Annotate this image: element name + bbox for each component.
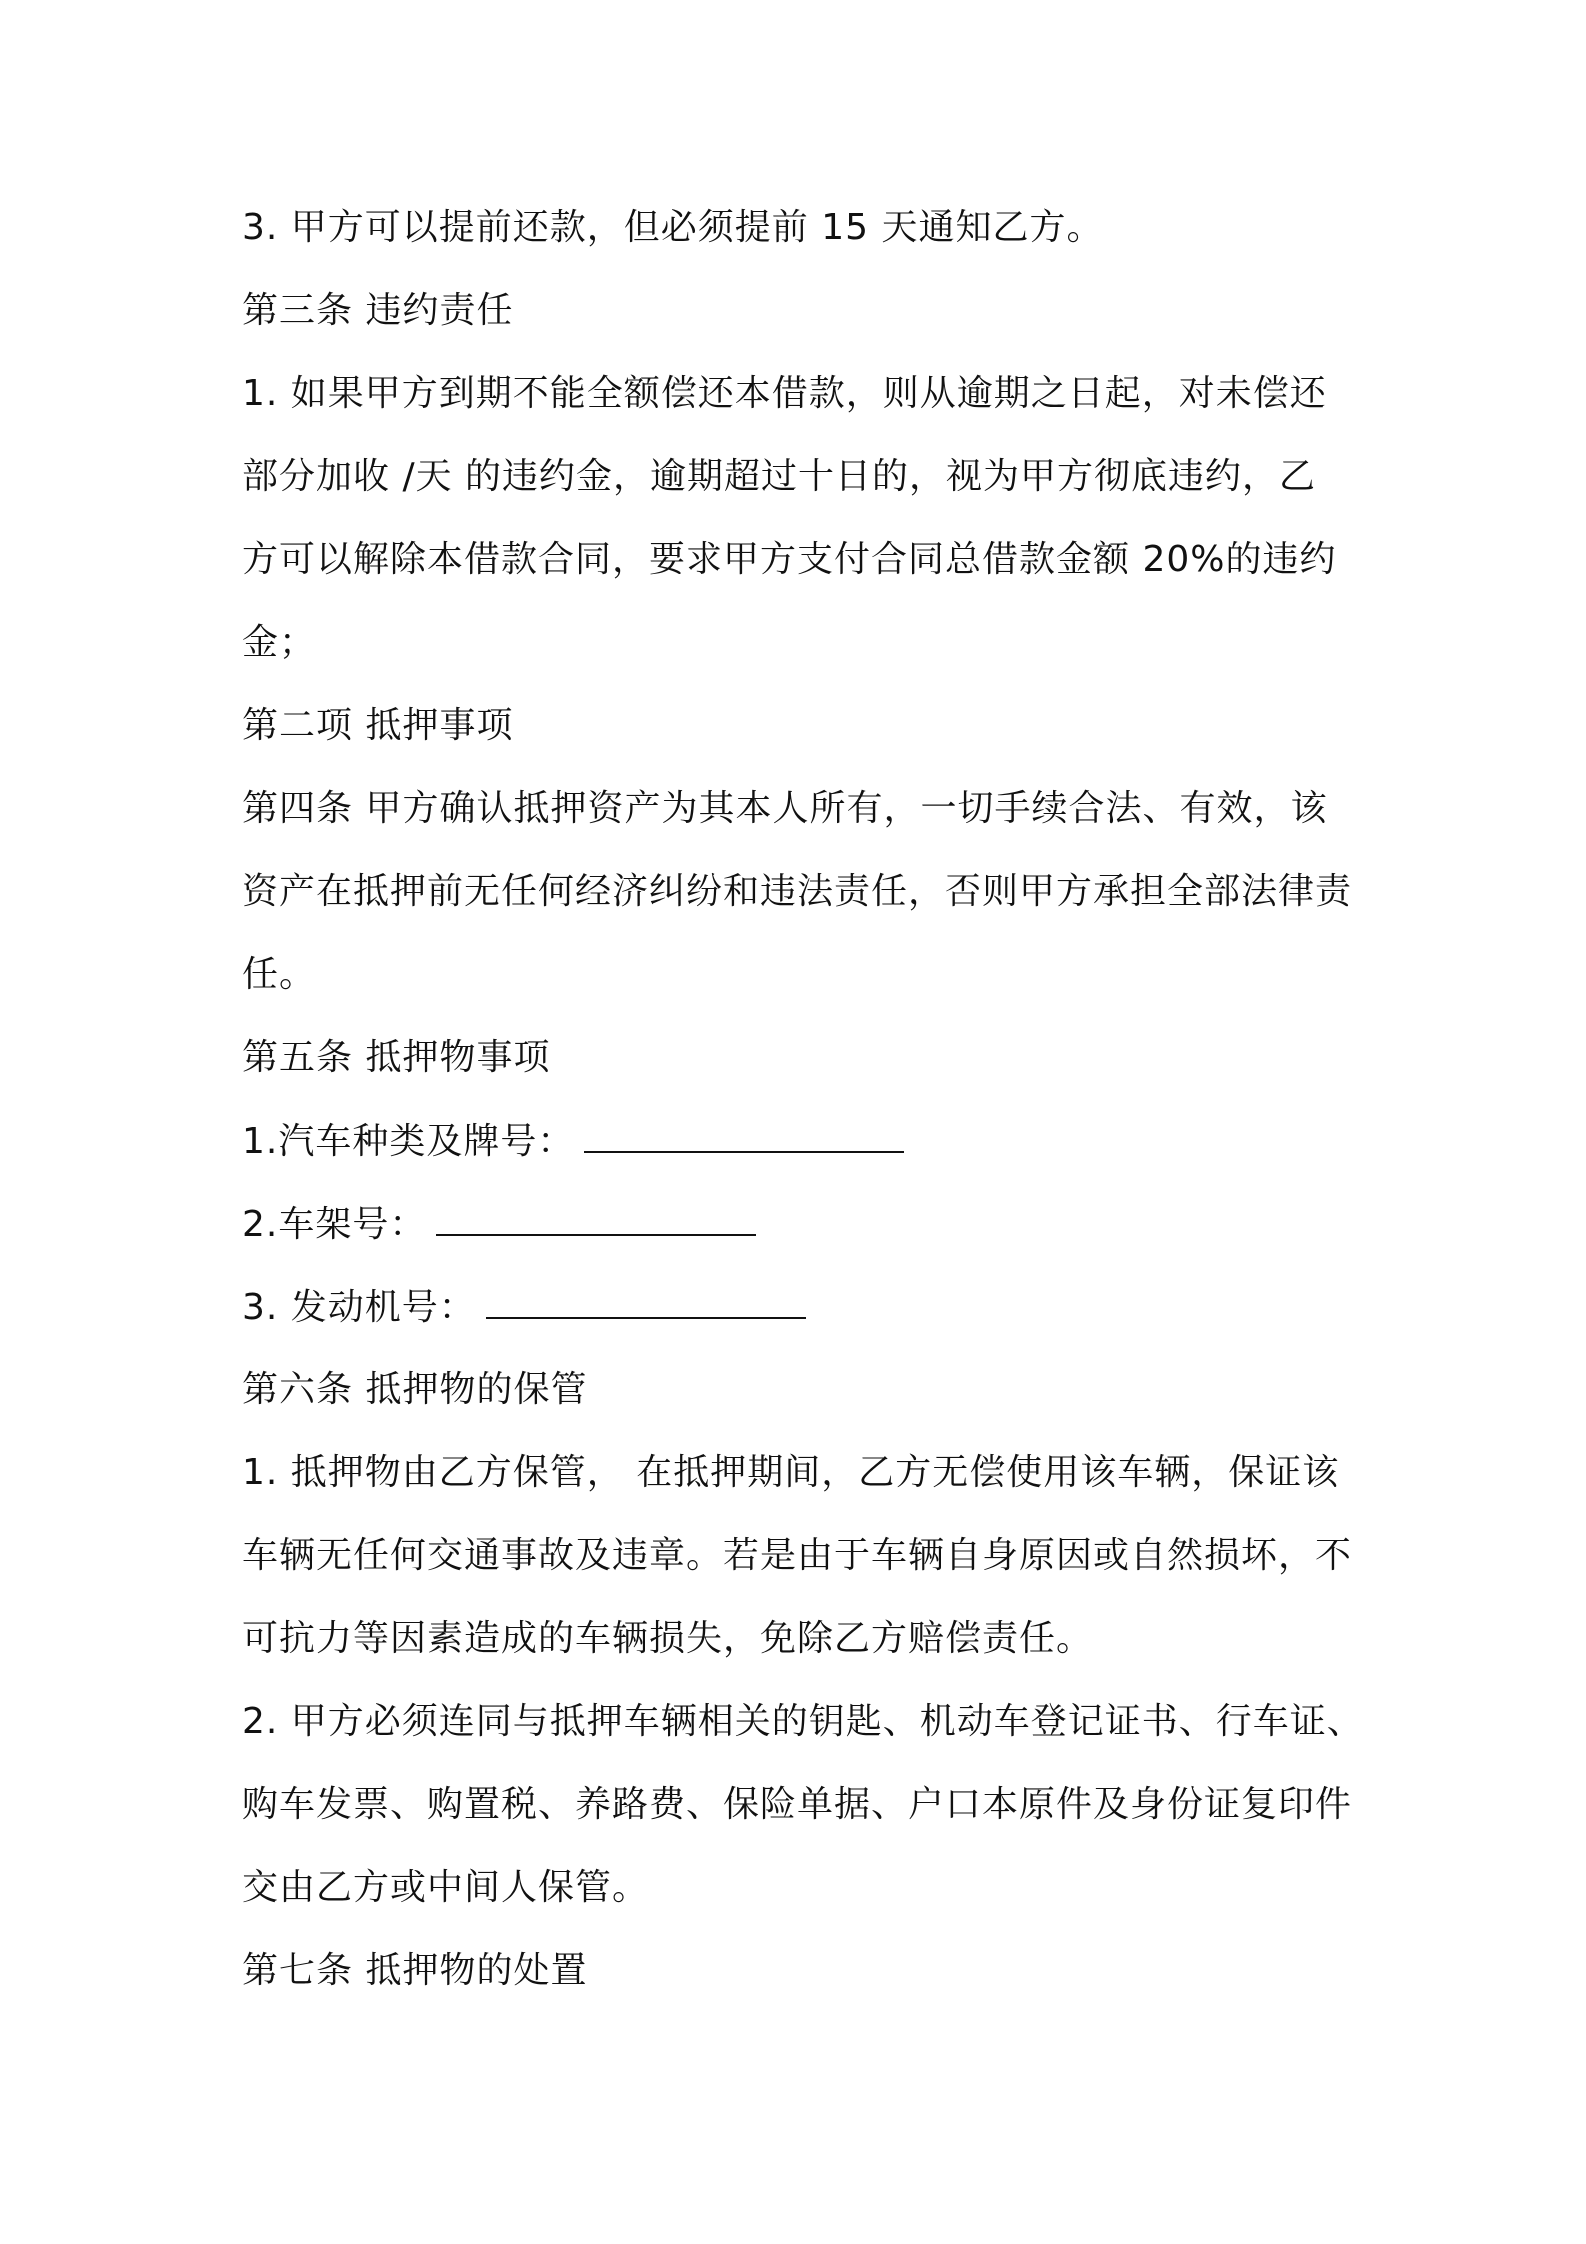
clause-6-1-line-1: 1. 抵押物由乙方保管， 在抵押期间，乙方无偿使用该车辆，保证该: [242, 1452, 1340, 1493]
clause-3-1-line-1: 1. 如果甲方到期不能全额偿还本借款，则从逾期之日起，对未偿还: [242, 373, 1327, 414]
article-4-line-2: 资产在抵押前无任何经济纠纷和违法责任，否则甲方承担全部法律责: [242, 871, 1353, 912]
blank-frame-number[interactable]: [436, 1204, 756, 1236]
clause-3-1-line-2: 部分加收 /天 的违约金，逾期超过十日的，视为甲方彻底违约，乙: [242, 456, 1317, 497]
clause-6-2-line-3: 交由乙方或中间人保管。: [242, 1867, 650, 1908]
blank-vehicle-type-plate[interactable]: [584, 1121, 904, 1153]
clause-3-1-line-4: 金；: [242, 622, 317, 663]
clause-6-1-line-3: 可抗力等因素造成的车辆损失，免除乙方赔偿责任。: [242, 1618, 1094, 1659]
field-frame-number-label: 2.车架号：: [242, 1204, 427, 1245]
article-4-line-1: 第四条 甲方确认抵押资产为其本人所有，一切手续合法、有效，该: [242, 788, 1328, 829]
heading-section-2: 第二项 抵押事项: [242, 705, 514, 746]
clause-6-2-line-2: 购车发票、购置税、养路费、保险单据、户口本原件及身份证复印件: [242, 1784, 1353, 1825]
blank-engine-number[interactable]: [486, 1287, 806, 1319]
clause-3-1-line-3: 方可以解除本借款合同，要求甲方支付合同总借款金额 20%的违约: [242, 539, 1337, 580]
field-engine-number-label: 3. 发动机号：: [242, 1287, 476, 1328]
field-engine-number: [242, 1287, 806, 1328]
heading-article-7: 第七条 抵押物的处置: [242, 1950, 588, 1991]
article-4-line-3: 任。: [242, 954, 317, 995]
heading-article-3: 第三条 违约责任: [242, 290, 514, 331]
clause-6-1-line-2: 车辆无任何交通事故及违章。若是由于车辆自身原因或自然损坏，不: [242, 1535, 1353, 1576]
field-vehicle-type-plate: [242, 1121, 904, 1162]
field-frame-number: [242, 1204, 756, 1245]
clause-6-2-line-1: 2. 甲方必须连同与抵押车辆相关的钥匙、机动车登记证书、行车证、: [242, 1701, 1364, 1742]
field-vehicle-type-plate-label: 1.汽车种类及牌号：: [242, 1121, 575, 1162]
heading-article-5: 第五条 抵押物事项: [242, 1037, 551, 1078]
heading-article-6: 第六条 抵押物的保管: [242, 1369, 588, 1410]
clause-early-repayment: 3. 甲方可以提前还款，但必须提前 15 天通知乙方。: [242, 207, 1104, 248]
